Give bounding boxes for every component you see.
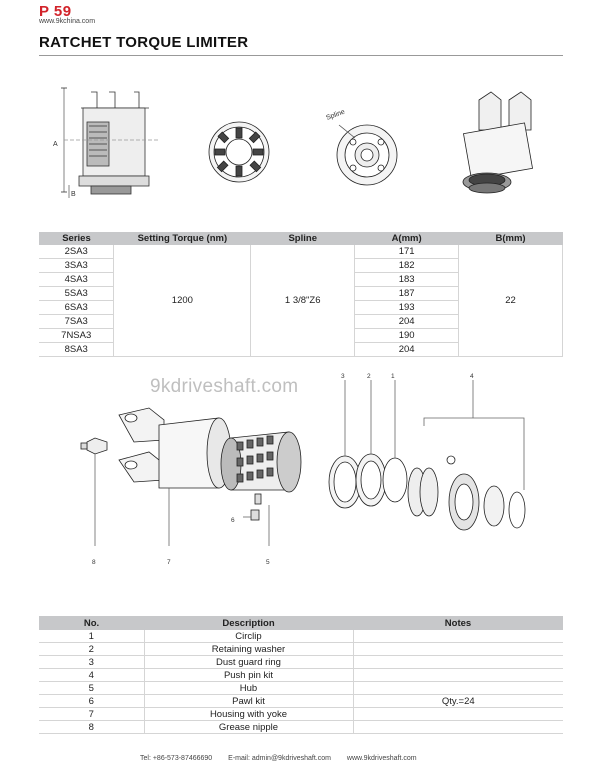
exploded-view-drawing (39, 370, 563, 570)
callout-7: 7 (167, 559, 171, 566)
col-notes: Notes (353, 616, 563, 630)
setting-torque-cell: 1200 (114, 245, 251, 357)
col-b: B(mm) (459, 232, 563, 245)
part-notes: Qty.=24 (353, 695, 563, 708)
part-description: Circlip (144, 630, 353, 643)
part-notes (353, 656, 563, 669)
hub-part (221, 432, 301, 546)
a-cell: 183 (355, 273, 459, 287)
page-title: RATCHET TORQUE LIMITER (39, 34, 249, 51)
a-cell: 204 (355, 315, 459, 329)
part-no: 3 (39, 656, 144, 669)
spline-cell: 1 3/8"Z6 (251, 245, 355, 357)
watermark: 9kdriveshaft.com (150, 376, 299, 397)
spec-table-header (39, 232, 563, 245)
housing-yoke-part (119, 408, 231, 546)
a-cell: 204 (355, 343, 459, 357)
pawl-kit-part (243, 494, 261, 520)
part-notes (353, 669, 563, 682)
parts-table (39, 616, 563, 734)
series-cell: 4SA3 (39, 273, 114, 287)
series-cell: 8SA3 (39, 343, 114, 357)
part-notes (353, 721, 563, 734)
footer (140, 755, 431, 762)
page-number: P 59 (39, 3, 72, 20)
a-cell: 193 (355, 301, 459, 315)
part-no: 1 (39, 630, 144, 643)
dust-guard-ring-part (329, 380, 361, 508)
part-notes (353, 630, 563, 643)
circlip-part (383, 380, 407, 502)
series-cell: 7NSA3 (39, 329, 114, 343)
table-row (39, 656, 563, 669)
retaining-washer-part (356, 380, 386, 506)
b-cell: 22 (459, 245, 563, 357)
section-drawing (61, 88, 159, 198)
col-spline: Spline (251, 232, 355, 245)
footer-tel: Tel: +86-573-87466690 (140, 755, 213, 762)
table-row (39, 245, 563, 259)
callout-5: 5 (266, 559, 270, 566)
table-row (39, 643, 563, 656)
a-cell: 171 (355, 245, 459, 259)
part-notes (353, 682, 563, 695)
col-a: A(mm) (355, 232, 459, 245)
title-divider (39, 55, 563, 56)
part-description: Dust guard ring (144, 656, 353, 669)
col-description: Description (144, 616, 353, 630)
part-notes (353, 708, 563, 721)
footer-website: www.9kdriveshaft.com (346, 755, 417, 762)
a-cell: 187 (355, 287, 459, 301)
part-no: 6 (39, 695, 144, 708)
header-website: www.9kchina.com (39, 18, 96, 25)
part-no: 2 (39, 643, 144, 656)
assembled-3d-drawing (463, 92, 533, 193)
table-row (39, 721, 563, 734)
series-cell: 6SA3 (39, 301, 114, 315)
part-description: Retaining washer (144, 643, 353, 656)
table-row (39, 695, 563, 708)
part-no: 4 (39, 669, 144, 682)
grease-nipple-part (81, 438, 107, 546)
dim-b-label: B (71, 191, 76, 198)
footer-email: E-mail: admin@9kdriveshaft.com (228, 755, 331, 762)
col-setting-torque: Setting Torque (nm) (114, 232, 251, 245)
callout-6: 6 (231, 517, 235, 524)
series-cell: 5SA3 (39, 287, 114, 301)
ratchet-face-drawing (209, 122, 269, 182)
product-drawings (39, 70, 563, 225)
dim-a-label: A (53, 141, 58, 148)
table-row (39, 682, 563, 695)
parts-table-header (39, 616, 563, 630)
part-description: Push pin kit (144, 669, 353, 682)
callout-8: 8 (92, 559, 96, 566)
callout-1: 1 (391, 373, 395, 380)
a-cell: 190 (355, 329, 459, 343)
table-row (39, 708, 563, 721)
series-cell: 2SA3 (39, 245, 114, 259)
part-description: Grease nipple (144, 721, 353, 734)
a-cell: 182 (355, 259, 459, 273)
callout-2: 2 (367, 373, 371, 380)
col-no: No. (39, 616, 144, 630)
callout-3: 3 (341, 373, 345, 380)
col-series: Series (39, 232, 114, 245)
spline-label: Spline (325, 108, 346, 122)
part-no: 5 (39, 682, 144, 695)
push-pin-kit-part (408, 380, 525, 530)
spline-drawing (337, 125, 397, 185)
series-cell: 3SA3 (39, 259, 114, 273)
table-row (39, 630, 563, 643)
table-row (39, 669, 563, 682)
part-notes (353, 643, 563, 656)
part-no: 8 (39, 721, 144, 734)
part-description: Hub (144, 682, 353, 695)
spec-table (39, 232, 563, 357)
part-description: Pawl kit (144, 695, 353, 708)
part-no: 7 (39, 708, 144, 721)
callout-4: 4 (470, 373, 474, 380)
part-description: Housing with yoke (144, 708, 353, 721)
series-cell: 7SA3 (39, 315, 114, 329)
